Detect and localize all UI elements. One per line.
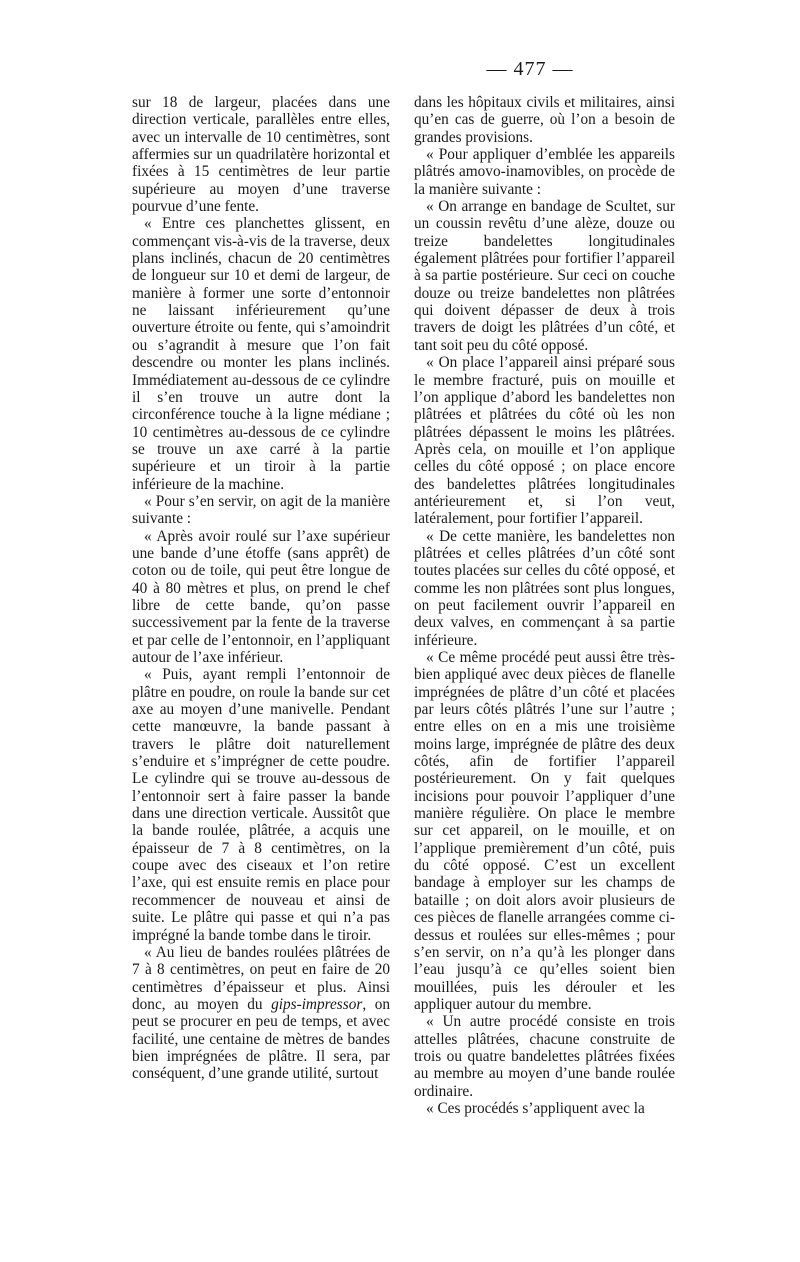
paragraph: « Après avoir roulé sur l’axe supérieur une bande d’une étoffe (sans apprêt) de coton ou de toile, qui peut être longue de 40 à 80 mètres et plus, on prend le chef libre de cette bande, qu’on passe successivement par la fente de la traverse et par celle de l’entonnoir, en l’appliquant autour de l’axe inférieur.: [132, 527, 390, 666]
paragraph: « Puis, ayant rempli l’entonnoir de plâtre en poudre, on roule la bande sur cet axe au moyen d’une manivelle. Pendant cette manœuvre, la bande passant à travers le plâtre doit naturellement s’enduire et s’imprégner de cette poudre. Le cylindre qui se trouve au-dessous de l’entonnoir sert à faire passer la bande dans une direction verticale. Aussitôt que la bande roulée, plâtrée, a acquis une épaisseur de 7 à 8 centimètres, on la coupe avec des ciseaux et l’on retire l’axe, qui est ensuite remis en place pour recommencer de nouveau et ainsi de suite. Le plâtre qui passe et qui n’a pas imprégné la bande tombe dans le tiroir.: [132, 666, 390, 944]
paragraph: « On place l’appareil ainsi préparé sous le membre fracturé, puis on mouille et l’on applique d’abord les bandelettes non plâtrées et plâtrées du côté où les non plâtrées dépassent le moins les plâtrées. Après cela, on mouille et l’on applique celles du côté opposé ; on place encore des bandelettes plâtrées longitudinales antérieurement et, si l’on veut, latéralement, pour fortifier l’appareil.: [414, 354, 675, 528]
paragraph: « Pour s’en servir, on agit de la manière suivante :: [132, 492, 390, 528]
paragraph: « Entre ces planchettes glissent, en commençant vis-à-vis de la traverse, deux plans inclinés, chacun de 20 centimètres de longueur sur 10 et demi de largeur, de manière à former une sorte d’entonnoir ne laissant inférieurement qu’une ouverture étroite ou fente, qui s’amoindrit ou s’agrandit à mesure que l’on fait descendre ou monter les plans inclinés. Immédiatement au-dessous de ce cylindre il s’en trouve un autre dont la circonférence touche à la ligne médiane ; 10 centimètres au-dessous de ce cylindre se trouve un axe carré à la partie supérieure et un tiroir à la partie inférieure de la machine.: [132, 215, 390, 493]
paragraph: « De cette manière, les bandelettes non plâtrées et celles plâtrées d’un côté sont toutes placées sur celles du côté opposé, et comme les non plâtrées sont plus longues, on peut facilement ouvrir l’appareil en deux valves, en commençant à sa partie inférieure.: [414, 527, 675, 649]
italic-term: gips-impressor: [271, 995, 363, 1013]
paragraph: sur 18 de largeur, placées dans une direction verticale, parallèles entre elles, avec un intervalle de 10 centimètres, sont affermies sur un quadrilatère horizontal et fixées à 15 centimètres de leur partie supérieure au moyen d’une traverse pourvue d’une fente.: [132, 94, 390, 216]
paragraph: « Pour appliquer d’emblée les appareils plâtrés amovo-inamovibles, on procède de la manière suivante :: [414, 146, 675, 198]
right-column: [414, 94, 675, 1117]
paragraph-with-italic: [132, 944, 390, 1083]
paragraph-text: « Au lieu de bandes roulées plâtrées de 7 à 8 centimètres, on peut en faire de 20 centimètres d’épaisseur et plus. Ainsi donc, au moyen du: [132, 943, 390, 1013]
paragraph-text: , on peut se procurer en peu de temps, et avec facilité, une centaine de mètres de bandes bien imprégnées de plâtre. Il sera, par conséquent, d’une grande utilité, surtout: [132, 995, 390, 1083]
left-column: [132, 94, 390, 1083]
paragraph: « Un autre procédé consiste en trois attelles plâtrées, chacune construite de trois ou quatre bandelettes plâtrées fixées au membre au moyen d’une bande roulée ordinaire.: [414, 1013, 675, 1100]
paragraph: « Ce même procédé peut aussi être très-bien appliqué avec deux pièces de flanelle imprégnées de plâtre d’un côté et placées par leurs côtés plâtrés l’une sur l’autre ; entre elles on en a mis une troisième moins large, imprégnée de plâtre des deux côtés, afin de fortifier l’appareil postérieurement. On y fait quelques incisions pour pouvoir l’appliquer d’une manière régulière. On place le membre sur cet appareil, on le mouille, et on l’applique premièrement d’un côté, puis du côté opposé. C’est un excellent bandage à employer sur les champs de bataille ; on doit alors avoir plusieurs de ces pièces de flanelle arrangées comme ci-dessus et roulées sur elles-mêmes ; pour s’en servir, on n’a qu’à les plonger dans l’eau jusqu’à ce qu’elles soient bien mouillées, puis les dérouler et les appliquer autour du membre.: [414, 649, 675, 1013]
paragraph: dans les hôpitaux civils et militaires, ainsi qu’en cas de guerre, où l’on a besoin de grandes provisions.: [414, 94, 675, 146]
paragraph: « Ces procédés s’appliquent avec la: [426, 1099, 645, 1117]
paragraph: « On arrange en bandage de Scultet, sur un coussin revêtu d’une alèze, douze ou treize bandelettes longitudinales également plâtrées pour fortifier l’appareil à sa partie postérieure. Sur ceci on couche douze ou treize bandelettes non plâtrées qui doivent dépasser de deux à trois travers de doigt les plâtrées d’un côté, et tant soit peu du côté opposé.: [414, 198, 675, 354]
page-number: — 477 —: [486, 58, 574, 80]
